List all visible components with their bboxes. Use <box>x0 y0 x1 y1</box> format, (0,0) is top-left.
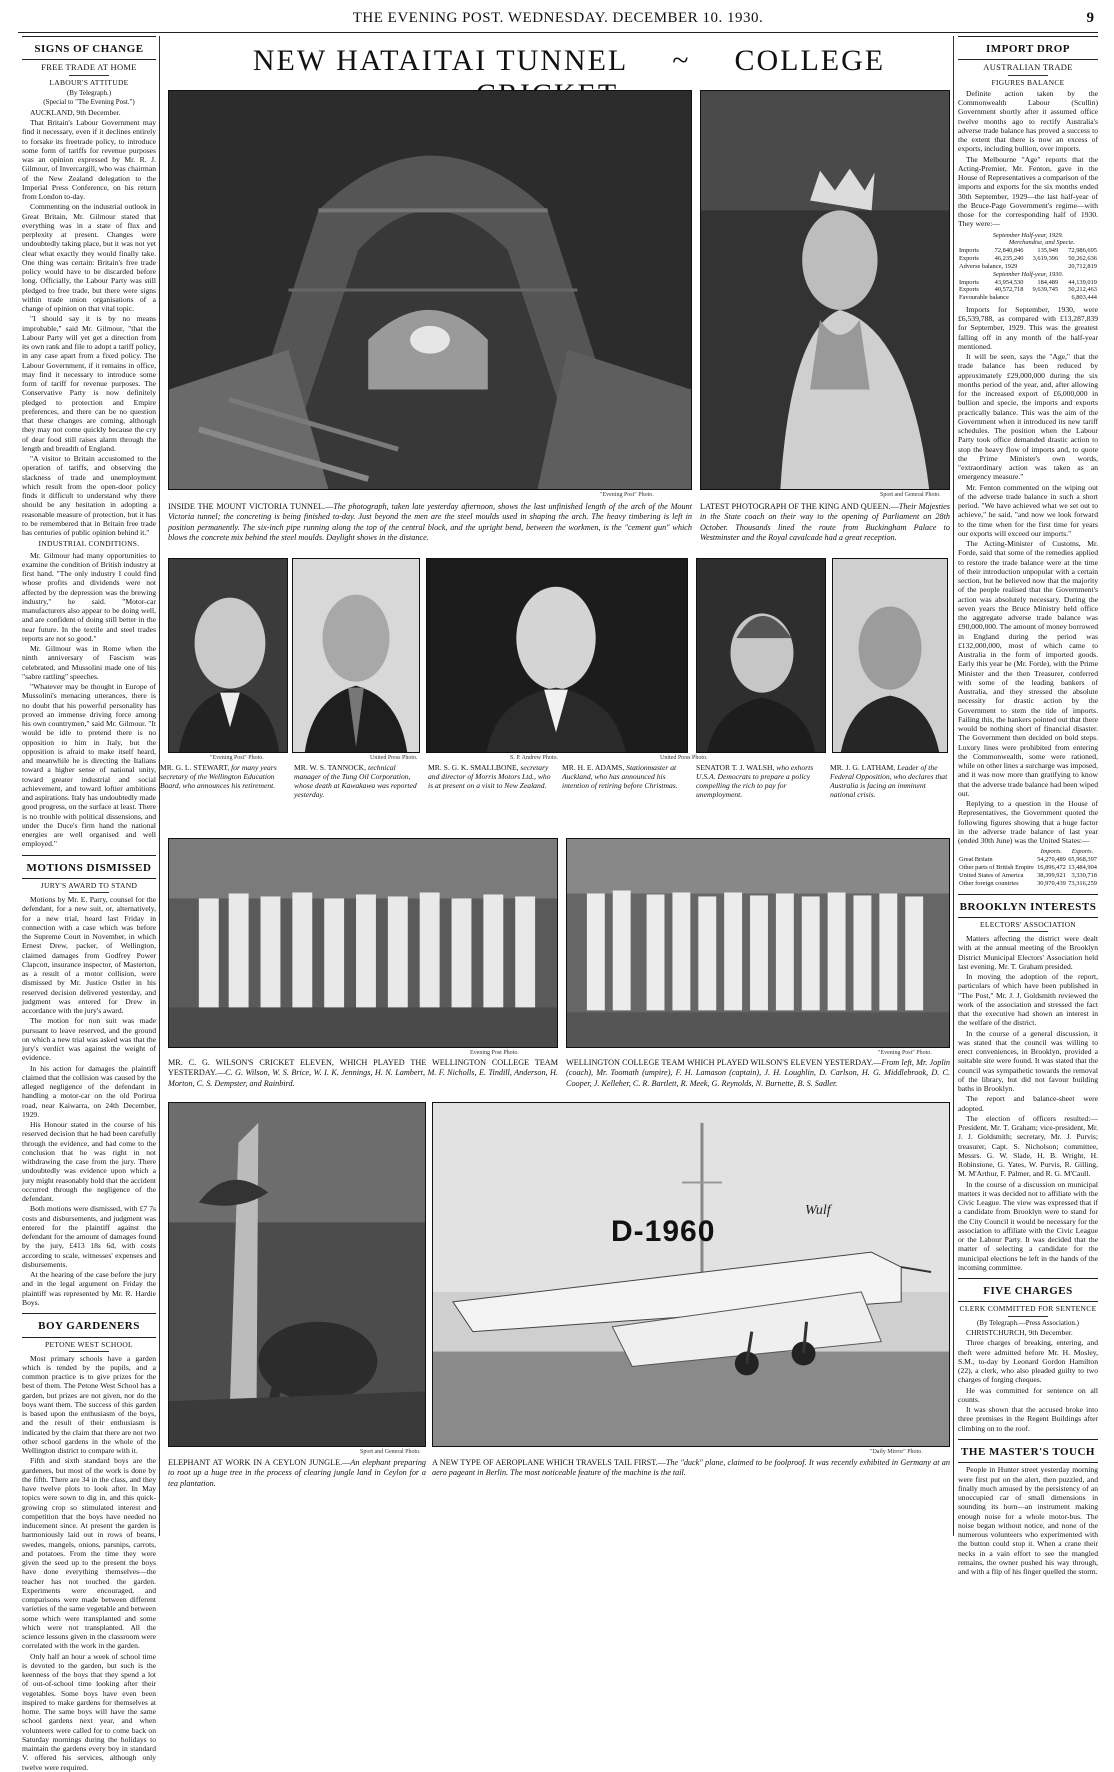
left-column <box>22 36 156 1772</box>
article-subhead: INDUSTRIAL CONDITIONS. <box>38 539 140 549</box>
headline-right: COLLEGE <box>734 44 886 77</box>
article-title: SIGNS OF CHANGE <box>34 43 144 55</box>
photo-credit: United Press Photo. <box>660 755 708 761</box>
photo-credit: United Press Photo. <box>370 755 418 761</box>
portrait-photo <box>168 558 288 753</box>
paragraph: In the course of a general discussion, it was stated that the council was willing to erect conveniences, in Brooklyn, provided a suitable site were found. It was stated that the council was sympathetic towards the removal of the library, but did not favour building baths in Brooklyn. <box>958 1028 1098 1094</box>
caption-lead: INSIDE THE MOUNT VICTORIA TUNNEL.— <box>168 502 334 511</box>
column-rule-right <box>953 36 954 1536</box>
photo-credit: S. P. Andrew Photo. <box>510 755 559 761</box>
table-row: Other parts of British Empire 16,896,472 13,484,904 <box>959 864 1097 872</box>
photo-credit: "Evening Post" Photo. <box>600 492 654 498</box>
page-number: 9 <box>1086 10 1094 26</box>
article-title: BROOKLYN INTERESTS <box>959 900 1097 913</box>
caption-body: An elephant preparing to root up a huge tree in the process of clearing jungle land in Ceylon for a tea plantation. <box>168 1458 427 1488</box>
article-subhead: LABOUR'S ATTITUDE <box>49 77 129 87</box>
aeroplane-registration: D-1960 <box>611 1215 716 1248</box>
article-subhead: FIGURES BALANCE <box>991 77 1065 87</box>
article-subhead: AUSTRALIAN TRADE <box>983 62 1073 73</box>
portrait-caption: MR. H. E. ADAMS, Stationmaster at Auckland, who has announced his intention of retiring before Christmas. <box>562 763 678 791</box>
caption-body: From left, Mr. Joplin (coach), Mr. Toomath (umpire), F. H. Lamason (captain), J. H. Loughlin, D. Carlson, H. G. Middlebrook, D. C. Cooper, J. Kelleher, C. R. Bartlett, R. Meek, G. Reynolds, N. Burnette, B. S. Sadler. <box>566 1058 950 1088</box>
article-subhead: ELECTORS' ASSOCIATION <box>979 919 1077 929</box>
portrait-photo <box>696 558 826 753</box>
paragraph: Motions by Mr. E. Parry, counsel for the defendant, for a new suit, or, alternatively, for a new trial, heard last Friday in connection with a case which was before the Supreme Court in November, in which Ernest Drew, packer, of Wellington, claimed damages from Godfrey Power Clapcott, insurance inspector, of Masterton, as a result of a motor collision, were dismissed by Mr. Justice Ostler in his reserved decision delivered yesterday, and judgment was entered for Drew in accordance with the jury's award. <box>22 895 156 1016</box>
dateline: AUCKLAND, 9th December. <box>30 107 121 117</box>
paragraph: The election of officers resulted:—President, Mr. T. Graham; vice-president, Mr. J. J. Goldsmith; secretary, Mr. J. Purvis; treasurer, Capt. S. Nicholson; committee, Messrs. G. W. Slade, H. B. Wright, H. Robinstone, G. Yates, W. Purvis, R. Gilling, M. M'Arthur, F. Palmer, and R. G. M'Caull. <box>958 1113 1098 1179</box>
table-row: Other foreign countries 30,970,439 73,316,259 <box>959 879 1097 887</box>
paragraph: "A visitor to Britain accustomed to the operation of tariffs, and observing the slackness of trade and unemployment which result from the open-door policy finds it difficult to understand why there should be any hesitation in adopting a reasonable measure of protection, but it has to be remembered that in Britain free trade has centuries of public opinion behind it." <box>22 454 156 538</box>
table-title: September Half-year, 1929. <box>992 231 1064 239</box>
college-team-caption <box>566 1058 950 1089</box>
portrait-photo <box>426 558 688 753</box>
article-subhead: CLERK COMMITTED FOR SENTENCE <box>959 1304 1097 1314</box>
paragraph: The Acting-Minister of Customs, Mr. Forde, said that some of the remedies applied to restore the trade balance were at the time of their introduction unpopular with a certain section, but he believed now that the majority of the people realised that the Government's action was absolutely necessary. During the seven years the Bruce Ministry held office the aggregate adverse trade balance was £90,000,000. The amount of money borrowed in England during the period was £132,000,000, most of which came to Australia in the form of imported goods. Early this year he (Mr. Forde), with the Prime Minister and the then Treasurer, conferred with some of the leading bankers of Australia, and they stressed the absolute necessity for drastic action by the Government to stem the tide of imports. Failing this, the bankers pointed out that there would be nothing short of financial disaster. The Government then decided on bold steps. Luxury lines were prohibited from entering the Commonwealth, some were rationed, while on other lines a surcharge was imposed, and it was now more than gratifying to know that the adverse trade balance had been wiped out. <box>958 539 1098 798</box>
portrait-caption: MR. J. G. LATHAM, Leader of the Federal Opposition, who declares that Australia is facing an imminent national crisis. <box>830 763 948 800</box>
table-row: Exports 46,235,240 3,619,396 50,262,636 <box>959 255 1097 263</box>
caption-lead: ELEPHANT AT WORK IN A CEYLON JUNGLE.— <box>168 1458 351 1467</box>
masthead-title: THE EVENING POST. WEDNESDAY. DECEMBER 10. 1930. <box>352 10 764 26</box>
elephant-photo <box>168 1102 426 1447</box>
article-subhead: PETONE WEST SCHOOL <box>45 1339 133 1349</box>
college-team-photo <box>566 838 950 1048</box>
paragraph: Mr. Gilmour had many opportunities to examine the condition of British industry at first hand. "The only industry I could find whose profits and dividends were not affected by the depression was the brewing industry," he said. "Motor-car manufacturers also appear to be doing well, and are confident of doing still better in the near future. In the textile and steel trades reports are not so good." <box>22 550 156 643</box>
masthead-rule <box>18 32 1098 33</box>
paragraph: In his action for damages the plaintiff claimed that the collision was caused by the alleged negligence of the defendant in handling a motor-car on the old Porirua road, near Kaiwarra, on 24th December, 1929. <box>22 1063 156 1119</box>
cricket-eleven-photo <box>168 838 558 1048</box>
portrait-photo <box>832 558 948 753</box>
photo-credit: "Evening Post" Photo. <box>210 755 264 761</box>
article-title: FIVE CHARGES <box>983 1285 1073 1298</box>
portrait-caption: MR. G. L. STEWART, for many years secretary of the Wellington Education Board, who announces his retirement. <box>160 763 277 791</box>
paragraph: Mr. Fenton commented on the wiping out of the adverse trade balance in such a short period. "We have achieved what we set out to achieve," he said, "and now we look forward to the time when for the first time for years our exports will exceed our imports." <box>958 482 1098 538</box>
tunnel-caption <box>168 502 692 543</box>
portrait-caption: MR. W. S. TANNOCK, technical manager of the Tung Oil Corporation, whose death at Kawakawa was reported yesterday. <box>294 763 417 800</box>
article-subhead: FREE TRADE AT HOME <box>41 62 137 73</box>
photo-credit: "Daily Mirror" Photo. <box>870 1449 923 1455</box>
king-queen-photo <box>700 90 950 490</box>
table-column-header: Imports. <box>1040 848 1063 856</box>
table-row: Exports 40,572,718 9,639,745 50,212,463 <box>959 286 1097 294</box>
paragraph: Definite action taken by the Commonwealth Labour (Scullin) Government shortly after it assumed office twelve months ago to rectify Australia's adverse trade balance has proved a success to the extent that there is now an excess of exports, including bullion, over imports. <box>958 88 1098 154</box>
table-row: Favourable balance 6,803,444 <box>959 294 1097 302</box>
photo-credit: Sport and General Photo. <box>360 1449 421 1455</box>
table-title: September Half-year, 1930. <box>992 270 1064 278</box>
paragraph: Replying to a question in the House of Representatives, the Government quoted the following figures showing that a huge factor in the adverse trade balance of last year (ended 30th June) was the United States:— <box>958 799 1098 846</box>
caption-lead: MR. C. G. WILSON'S CRICKET ELEVEN, WHICH PLAYED THE WELLINGTON COLLEGE TEAM YESTERDAY.— <box>168 1058 558 1078</box>
tunnel-photo <box>168 90 692 490</box>
paragraph: It was shown that the accused broke into three premises in the Regent Buildings after climbing on to the roof. <box>958 1405 1098 1433</box>
caption-body: Their Majesties in the State coach on their way to the opening of Parliament on 28th October. Thousands lined the route from Buckingham Palace to Westminster and the Royal cavalcade had a great reception. <box>700 502 950 542</box>
paragraph: He was committed for sentence on all counts. <box>958 1385 1098 1404</box>
portrait-caption: SENATOR T. J. WALSH, who exhorts U.S.A. Democrats to prepare a policy compelling the rich to pay for unemployment. <box>696 763 814 800</box>
aeroplane-photo <box>432 1102 950 1447</box>
aeroplane-caption <box>432 1458 950 1479</box>
caption-body: C. G. Wilson, W. S. Brice, W. I. K. Jennings, H. N. Lambert, M. F. Nicholls, E. Tindill, Anderson, H. Morton, C. S. Dempster, and Rainbird. <box>168 1068 558 1088</box>
table-row: Great Britain 54,270,489 65,968,397 <box>959 856 1097 864</box>
paragraph: Imports for September, 1930, were £6,539,788, as compared with £13,287,839 for September, 1929. This was the greatest falling off in any month of the half-year mentioned. <box>958 304 1098 351</box>
paragraph: At the hearing of the case before the jury and in the legal argument on Friday the plaintiff was represented by Mr. R. Hardie Boys. <box>22 1270 156 1307</box>
trade-table-1929 <box>958 232 1098 302</box>
paragraph: That Britain's Labour Government may find it necessary, even if it declines entirely to forsake its freetrade policy, to introduce some form of tariffs for revenue purposes was an opinion expressed by Mr. R. J. Gilmour, of Invercargill, who was chairman of the New Zealand delegation to the Imperial Press Conference, on his return from London to-day. <box>22 118 156 202</box>
table-column-header: Exports. <box>1071 848 1094 856</box>
paragraph: Matters affecting the district were dealt with at the annual meeting of the Brooklyn District Municipal Electors' Association held last evening. Mr. T. Graham presided. <box>958 934 1098 971</box>
table-row: United States of America 38,399,921 3,330,718 <box>959 871 1097 879</box>
byline: (By Telegraph.—Press Association.) <box>976 1318 1080 1327</box>
caption-lead: WELLINGTON COLLEGE TEAM WHICH PLAYED WILSON'S ELEVEN YESTERDAY.— <box>566 1058 882 1067</box>
headline-left: NEW HATAITAI TUNNEL <box>252 44 629 77</box>
table-column-header: Merchandise, and Specie. <box>1008 239 1075 247</box>
aeroplane-fuselage-text: Wulf <box>805 1203 831 1218</box>
paragraph: Most primary schools have a garden which is tended by the pupils, and a common practice is to give prizes for the best of them. The Petone West School has a garden, but prizes are not given, nor do the boys want them. The success of this garden is based upon the enthusiasm of the boys, and the result of their enthusiasm is indicated by the claim that there are not two other school gardens in the whole of the Wellington district to compare with it. <box>22 1353 156 1456</box>
paragraph: "I should say it is by no means improbable," said Mr. Gilmour, "that the Labour Party will yet get a direction from its own rank and file to adopt a tariff policy, in any case apart from a fixed policy. The Labour Government, if it remains in office, may find it necessary to introduce some form of tariff for revenue purposes. The Conservative Party is now definitely pledged to protection and Empire preferences, and there can be no question that these changes are coming, although they may not come quickly because the cry of dear food still raises alarm through the length and breadth of England. <box>22 314 156 453</box>
paragraph: Mr. Gilmour was in Rome when the ninth anniversary of Fascism was celebrated, and Mussolini made one of his "sabre rattling" speeches. <box>22 644 156 681</box>
portrait-photo <box>292 558 420 753</box>
caption-body: The photograph, taken late yesterday afternoon, shows the last unfinished length of the arch of the Mount Victoria tunnel; the concreting is being finished to-day. Just beyond the men are the steel moulds used in shaping the arch. The heavy timbering is left in position permanently. The six-inch pipe running along the top of the central block, and the upright bend, between the workmen, is the "cement gun" which blows the concrete mix behind the steel moulds. Daylight shows in the distance. <box>168 502 692 542</box>
caption-lead: A NEW TYPE OF AEROPLANE WHICH TRAVELS TAIL FIRST.— <box>432 1458 666 1467</box>
paragraph: In the course of a discussion on municipal matters it was decided not to affiliate with the Civic League. The view was expressed that if a candidate from Brooklyn were to stand for the City Council it would be necessary for the association to affiliate with the Civic League or the Labour Party. It was decided that the matter of selecting a candidate for the municipal elections be left in the hands of the incoming committee. <box>958 1179 1098 1272</box>
elephant-caption <box>168 1458 426 1489</box>
paragraph: Three charges of breaking, entering, and theft were admitted before Mr. H. Mosley, S.M., to-day by Leonard Gordon Hamilton (22), a clerk, who also pleaded guilty to two charges of forging cheques. <box>958 1338 1098 1385</box>
trade-table-countries <box>958 848 1098 887</box>
table-row: Imports 72,840,846 135,949 72,986,695 <box>959 247 1097 255</box>
masthead <box>18 10 1098 32</box>
headline-divider: ~ <box>672 44 691 77</box>
paragraph: Only half an hour a week of school time is devoted to the garden, but such is the keenness of the boys that they spend a lot of out-of-school time looking after their vegetables. Some boys have even been inspired to make gardens for themselves at home. The same boys will have the same school gardens next year, and when volunteers were called for to come back on Saturday mornings during the holidays to maintain the gardens every boy in standard V. offered his services, although only twelve were required. <box>22 1651 156 1772</box>
article-title: BOY GARDENERS <box>38 1320 140 1333</box>
photo-credit: "Evening Post" Photo. <box>878 1050 932 1056</box>
article-title: IMPORT DROP <box>985 43 1071 55</box>
article-subhead: JURY'S AWARD TO STAND <box>40 881 138 891</box>
page-headline <box>165 44 951 80</box>
paragraph: People in Hunter street yesterday morning were first put on the alert, then puzzled, and finally much amused by the persistency of an unoccupied car of small dimensions in sounding its horn—an instrument making enough noise for a whole motor-bus. The noise began without notice, and none of the numerous volunteers who experimented with the button could stop it. When a crane their necks in a vain effort to see the mangled remains, the owner pushed his way through, and with a flip of his finger quelled the storm. <box>958 1465 1098 1577</box>
paragraph: "Whatever may be thought in Europe of Mussolini's menacing utterances, there is no doubt that his powerful personality has proved an immense driving force among his own countrymen," said Mr. Gilmour. "It would be idle to pretend there is no opposition to him in Italy, but the opposition is afraid to make itself heard, and meanwhile he is directing the Italians toward a higher sense of national unity, toward greater industrial and social achievement, and toward loftier ambitions and aspirations. Italy has undoubtedly made good progress, on the surface at least. There is no trouble with political dissensions, and under the Duce's firm hand the national energies are well organised and well employed." <box>22 682 156 849</box>
byline: (Special to "The Evening Post.") <box>43 98 135 107</box>
right-column <box>958 36 1098 1577</box>
portrait-caption: MR. S. G. K. SMALLBONE, secretary and director of Morris Motors Ltd., who is at present on a visit to New Zealand. <box>428 763 551 791</box>
paragraph: The Melbourne "Age" reports that the Acting-Premier, Mr. Fenton, gave in the House of Representatives a comparison of the imports and exports for the six months ended 30th September, 1929—the last half-year of the Bruce-Page Government's regime—with those for the corresponding half of 1930. They were:— <box>958 154 1098 229</box>
paragraph: It will be seen, says the "Age," that the trade balance has been reduced by approximately £29,000,000 during the six months period of the year, and, after allowing for the increased export of £6,000,000 in bullion and specie, the imports and exports practically balance. This was the aim of the Government when it introduced its new tariff schedules. The position when the Labour Party took office demanded drastic action to stop the heavy flow of imports and, to quote the Prime Minister's own words, "extraordinary action was taken as an emergency measure." <box>958 352 1098 482</box>
paragraph: Fifth and sixth standard boys are the gardeners, but most of the work is done by the fifth. There are 34 in the class, and they have twelve plots to look after. In May topics were sown to dig in, and this quick-growing crop so stimulated interest and competition that the boys have needed no inducement since. At present the garden is harmoniously laid out in rows of beans, swedes, mangels, onions, parsnips, carrots, and potatoes. From the time they were given the seed up to the present the boys have done everything themselves—the teacher has not touched the garden. Experiments were encouraged, and comparisons were made between different varieties of the same vegetable and between some which were transplanted and some which were not transplanted. All the science lessons given in the classroom were correlated with the work in the garden. <box>22 1456 156 1651</box>
article-title: THE MASTER'S TOUCH <box>961 1445 1095 1458</box>
paragraph: In moving the adoption of the report, particulars of which have been published in "The Post," Mr. J. J. Goldsmith reviewed the work of the association and stressed the fact that the executive had shown an interest in the welfare of the district. <box>958 972 1098 1028</box>
caption-body: The "duck" plane, claimed to be foolproof. It was recently exhibited in Germany at an aero pageant in Berlin. The most noticeable feature of the machine is the tail. <box>432 1458 950 1478</box>
byline: (By Telegraph.) <box>66 88 112 97</box>
paragraph: The motion for non suit was made pursuant to leave reserved, and the ground on which a new trial was asked was that the jury's verdict was against the weight of evidence. <box>22 1016 156 1063</box>
caption-lead: LATEST PHOTOGRAPH OF THE KING AND QUEEN.— <box>700 502 899 511</box>
paragraph: Both motions were dismissed, with £7 7s costs and disbursements, and judgment was entered for the plaintiff against the defendant for the amount of damages found by the jury, £413 18s 6d, with costs according to scale, witnesses' expenses and disbursements. <box>22 1204 156 1269</box>
paragraph: His Honour stated in the course of his reserved decision that he had been carefully through the evidence, and had come to the conclusion that he was right in not withdrawing the case from the jury. There undoubtedly was evidence upon which a jury might reasonably hold that the accident occurred through the negligence of the defendant. <box>22 1120 156 1204</box>
paragraph: Commenting on the industrial outlook in Great Britain, Mr. Gilmour stated that everything was in a state of flux and perplexity at present. Changes were undoubtedly taking place, but it was not yet clear what exactly they would finally take. One thing was certain: Britain's free trade policy would have to be discarded before long. Officially, the Labour Party was still pledged to free trade, but there were signs within trade union organisations of a change of opinion on that vital topic. <box>22 202 156 314</box>
article-title: MOTIONS DISMISSED <box>26 861 152 874</box>
dateline: CHRISTCHURCH, 9th December. <box>966 1328 1073 1338</box>
paragraph: The report and balance-sheet were adopted. <box>958 1094 1098 1113</box>
king-queen-caption <box>700 502 950 543</box>
table-row: Imports 43,954,530 184,489 44,139,019 <box>959 278 1097 286</box>
cricket-eleven-caption <box>168 1058 558 1089</box>
table-row: Adverse balance, 1929 20,712,819 <box>959 262 1097 270</box>
photo-credit: Sport and General Photo. <box>880 492 941 498</box>
photo-credit: Evening Post Photo. <box>470 1050 519 1056</box>
